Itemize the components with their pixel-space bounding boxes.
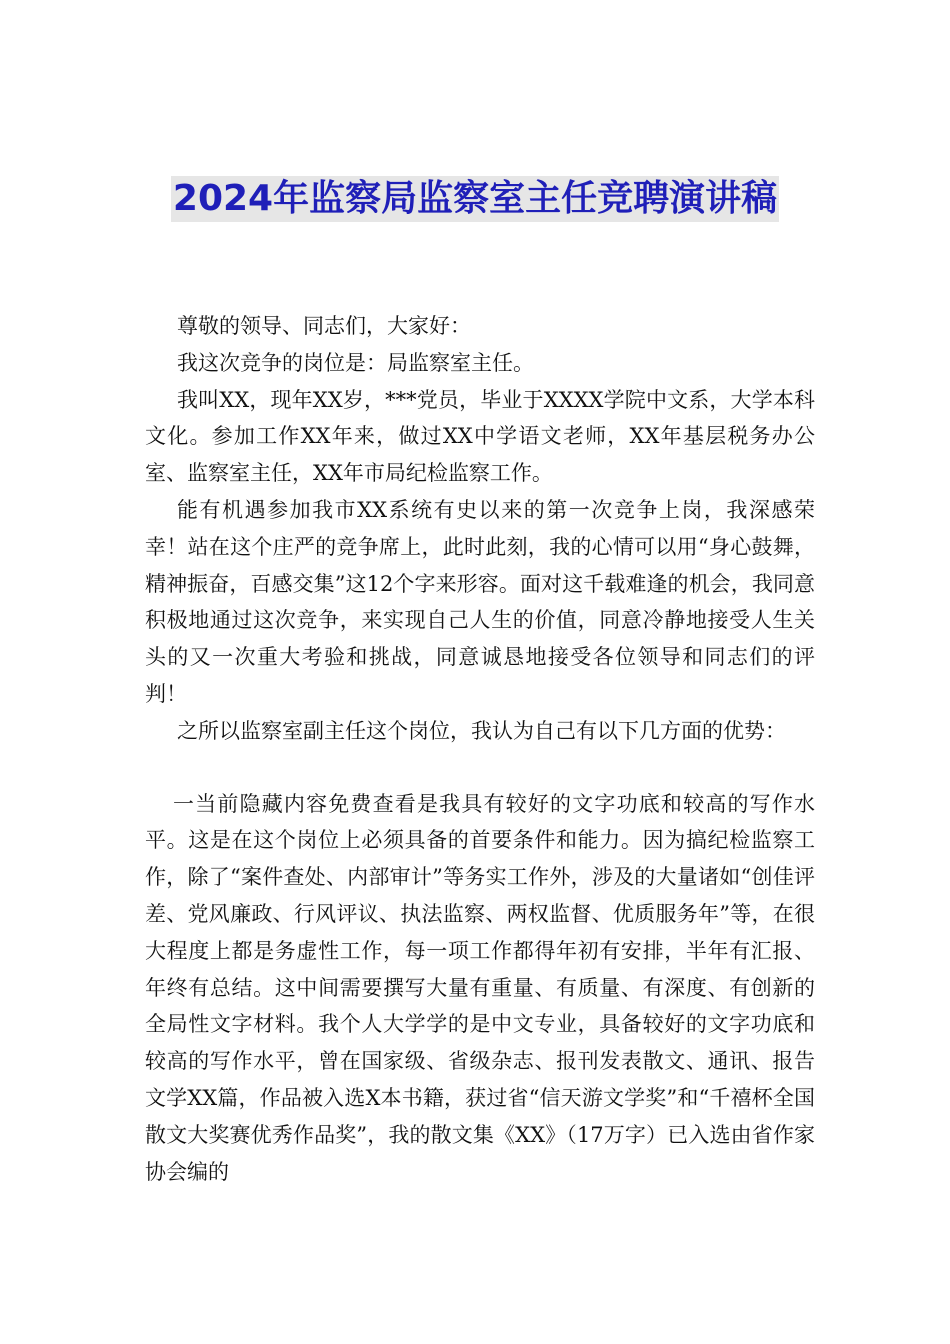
document-body <box>145 308 815 1190</box>
paragraph-position: 我这次竞争的岗位是：局监察室主任。 <box>177 350 534 375</box>
paragraph-greeting: 尊敬的领导、同志们，大家好： <box>177 314 471 338</box>
paragraph-self-intro: 我叫XX，现年XX岁，***党员，毕业于XXXX学院中文系，大学本科文化。参加工作XX年来，做过XX中学语文老师，XX年基层税务办公室、监察室主任，XX年市局纪检监察工作。 <box>145 387 815 486</box>
paragraph-honor: 能有机遇参加我市XX系统有史以来的第一次竞争上岗，我深感荣幸！站在这个庄严的竞争席上，此时此刻，我的心情可以用“身心鼓舞，精神振奋，百感交集”这12个字来形容。面对这千载难逢的机会，我同意积极地通过这次竞争，来实现自己人生的价值，同意冷静地接受人生关头的又一次重大考验和挑战，同意诚恳地接受各位领导和同志们的评判！ <box>145 497 815 706</box>
paragraph-advantages-intro: 之所以监察室副主任这个岗位，我认为自己有以下几方面的优势： <box>177 718 786 743</box>
document-title: 2024年监察局监察室主任竞聘演讲稿 <box>171 176 779 222</box>
title-container <box>0 176 950 222</box>
paragraph-advantage-one: 一当前隐藏内容免费查看是我具有较好的文字功底和较高的写作水平。这是在这个岗位上必须具备的首要条件和能力。因为搞纪检监察工作，除了“案件查处、内部审计”等务实工作外，涉及的大量诸如“创佳评差、党风廉政、行风评议、执法监察、两权监督、优质服务年”等，在很大程度上都是务虚性工作，每一项工作都得年初有安排，半年有汇报、年终有总结。这中间需要撰写大量有重量、有质量、有深度、有创新的全局性文字材料。我个人大学学的是中文专业，具备较好的文字功底和较高的写作水平，曾在国家级、省级杂志、报刊发表散文、通讯、报告文学XX篇，作品被入选X本书籍，获过省“信天游文学奖”和“千禧杯全国散文大奖赛优秀作品奖”，我的散文集《XX》（17万字）已入选由省作家协会编的 <box>145 791 815 1184</box>
